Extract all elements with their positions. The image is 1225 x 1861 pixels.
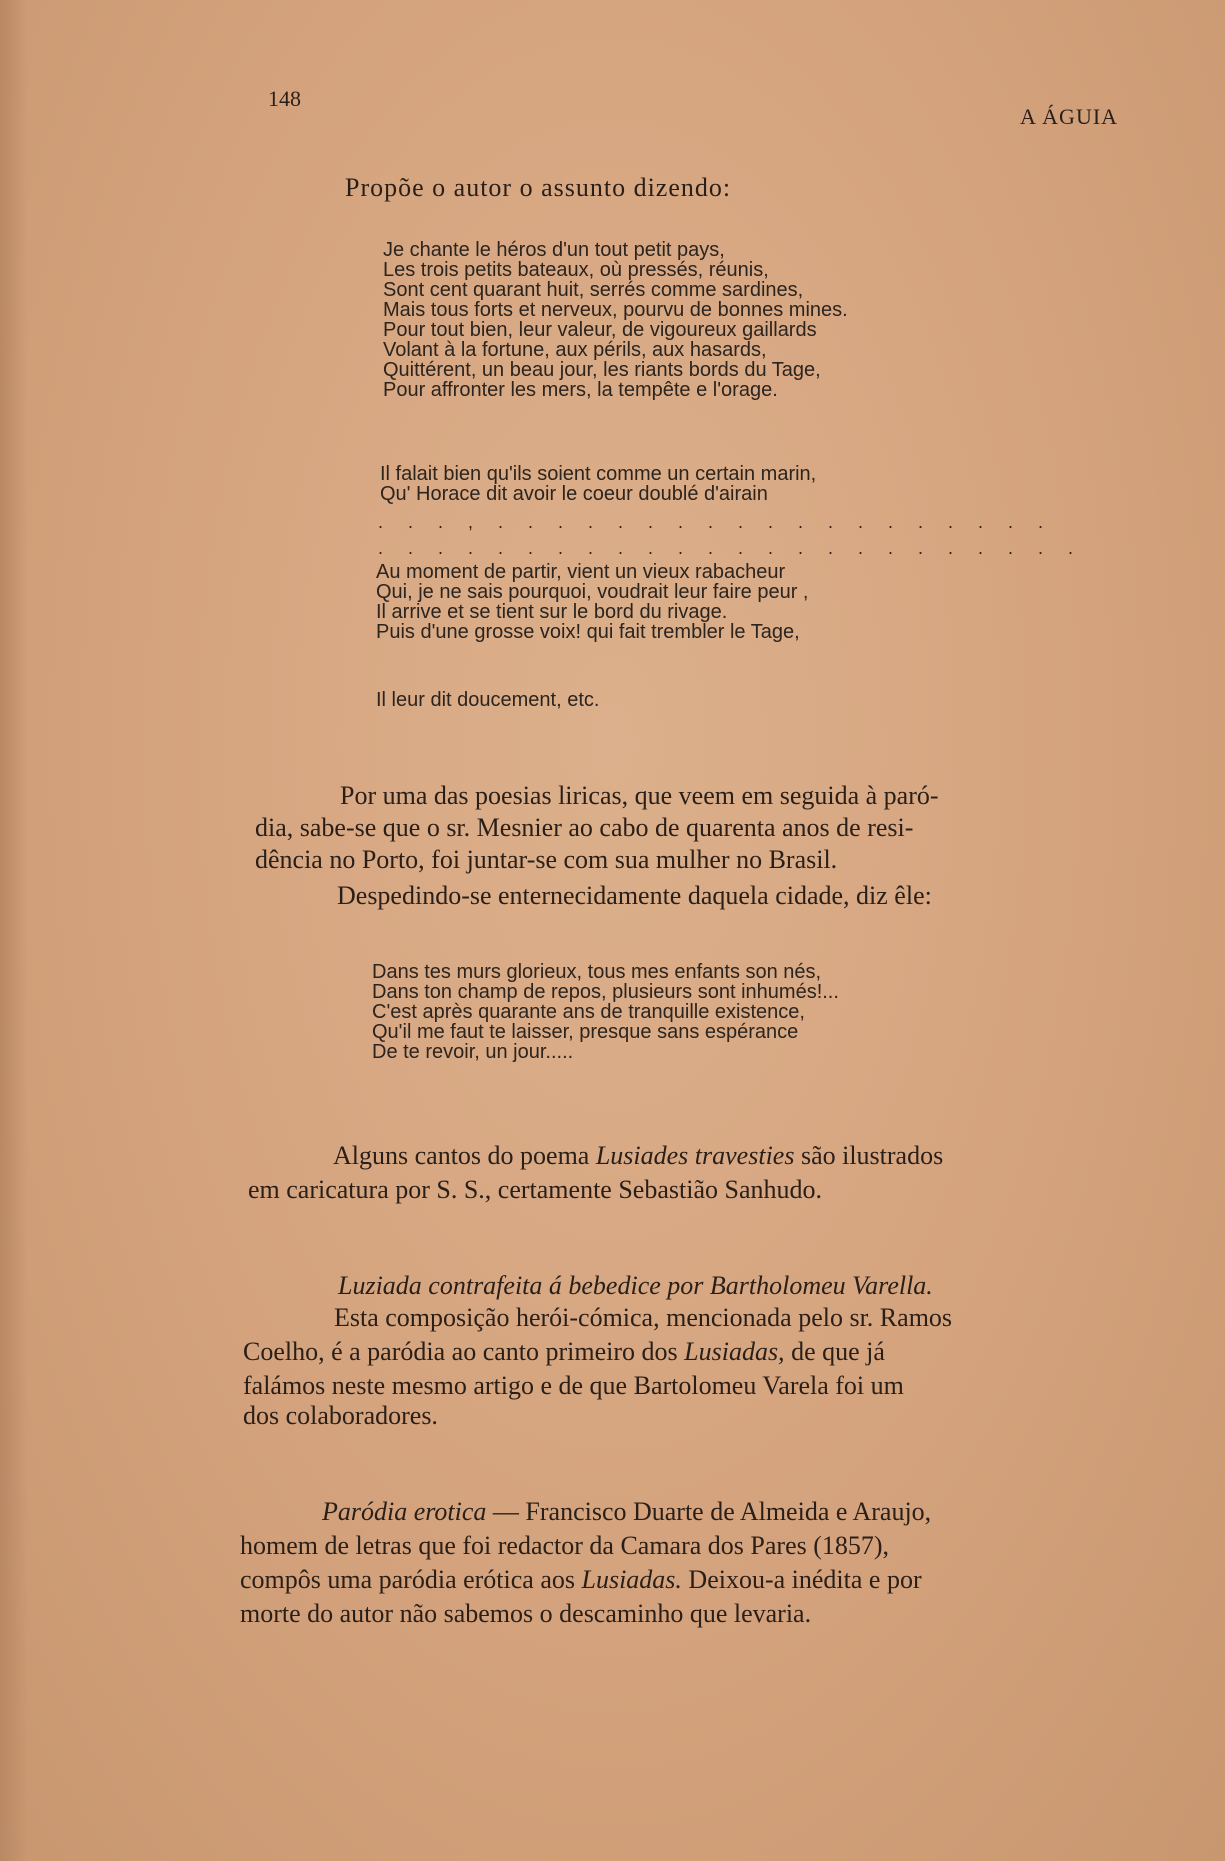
page-number: 148 xyxy=(268,86,301,111)
verse-line: C'est après quarante ans de tranquille existence, xyxy=(372,1001,805,1023)
verse-line: Qui, je ne sais pourquoi, voudrait leur faire peur , xyxy=(376,581,809,603)
verse-line: Il arrive et se tient sur le bord du rivage. xyxy=(376,601,728,623)
poem-rabacheur-stanza xyxy=(376,562,808,642)
verse-line: Quittérent, un beau jour, les riants bords du Tage, xyxy=(383,359,821,381)
ellipsis-row: . . . . . . . . . . . . . . . . . . . . . . . . xyxy=(378,538,1084,558)
paragraph-line: compôs uma paródia erótica aos Lusiadas. Deixou-a inédita e por xyxy=(240,1565,922,1594)
paragraph-line: morte do autor não sabemos o descaminho que levaria. xyxy=(240,1599,812,1628)
poem-farewell-stanza xyxy=(372,962,839,1062)
verse-line: Mais tous forts et nerveux, pourvu de bonnes mines. xyxy=(383,299,848,321)
verse-line: Sont cent quarant huit, serrés comme sardines, xyxy=(383,279,804,301)
paragraph-line: Alguns cantos do poema Lusiades travesties são ilustrados xyxy=(333,1141,944,1170)
verse-line: Puis d'une grosse voix! qui fait trembler le Tage, xyxy=(376,621,800,643)
paragraph-line: Por uma das poesias liricas, que veem em seguida à paró- xyxy=(340,781,939,810)
section-title-luziada: Luziada contrafeita á bebedice por Bartholomeu Varella. xyxy=(338,1271,933,1300)
paragraph-line: Coelho, é a paródia ao canto primeiro dos Lusiadas, de que já xyxy=(243,1337,885,1366)
poem-opening-stanza xyxy=(383,240,848,400)
paragraph-line: dos colaboradores. xyxy=(243,1401,438,1430)
verse-line: Au moment de partir, vient un vieux rabacheur xyxy=(376,561,786,583)
verse-line: Pour tout bien, leur valeur, de vigoureux gaillards xyxy=(383,319,817,341)
verse-line: Dans ton champ de repos, plusieurs sont inhumés!... xyxy=(372,981,839,1003)
verse-line: Les trois petits bateaux, où pressés, réunis, xyxy=(383,259,769,281)
verse-line: Pour affronter les mers, la tempête e l'orage. xyxy=(383,379,778,401)
page-edge-shadow xyxy=(0,0,28,1861)
verse-line: Il falait bien qu'ils soient comme un certain marin, xyxy=(380,463,817,485)
verse-line: De te revoir, un jour..... xyxy=(372,1041,574,1063)
intro-line: Propõe o autor o assunto dizendo: xyxy=(345,173,732,202)
verse-line: Dans tes murs glorieux, tous mes enfants son nés, xyxy=(372,961,822,983)
paragraph-line: homem de letras que foi redactor da Camara dos Pares (1857), xyxy=(240,1531,890,1560)
paragraph-line: em caricatura por S. S., certamente Sebastião Sanhudo. xyxy=(248,1175,822,1204)
verse-line: Je chante le héros d'un tout petit pays, xyxy=(383,239,725,261)
verse-line: Qu' Horace dit avoir le coeur doublé d'airain xyxy=(380,483,768,505)
ellipsis-row: . . . , . . . . . . . . . . . . . . . . . . . xyxy=(378,512,1054,532)
paragraph-line: dência no Porto, foi juntar-se com sua mulher no Brasil. xyxy=(255,845,838,874)
verse-line: Qu'il me faut te laisser, presque sans espérance xyxy=(372,1021,799,1043)
paragraph-line: falámos neste mesmo artigo e de que Bartolomeu Varela foi um xyxy=(243,1371,904,1400)
verse-line: Il leur dit doucement, etc. xyxy=(376,689,600,711)
verse-line: Volant à la fortune, aux périls, aux hasards, xyxy=(383,339,767,361)
paragraph-line: dia, sabe-se que o sr. Mesnier ao cabo de quarenta anos de resi- xyxy=(255,813,914,842)
paragraph-line: Paródia erotica — Francisco Duarte de Almeida e Araujo, xyxy=(322,1497,932,1526)
paragraph-line: Esta composição herói-cómica, mencionada pelo sr. Ramos xyxy=(334,1303,953,1332)
poem-marin-stanza xyxy=(380,464,816,504)
running-title: A ÁGUIA xyxy=(1020,104,1119,129)
paragraph-line: Despedindo-se enternecidamente daquela cidade, diz êle: xyxy=(337,881,932,910)
